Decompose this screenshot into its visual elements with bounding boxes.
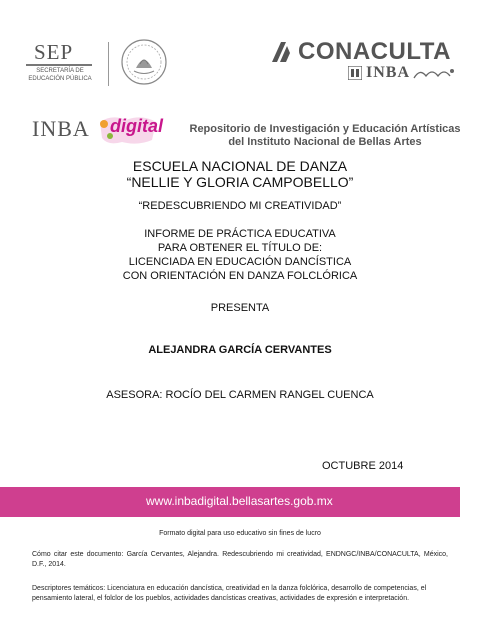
report-line-2: PARA OBTENER EL TÍTULO DE: [157,242,323,254]
sep-logo-rule [26,64,92,66]
author-name: ALEJANDRA GARCÍA CERVANTES [148,344,332,356]
advisor-name: ASESORA: ROCÍO DEL CARMEN RANGEL CUENCA [106,389,374,401]
repository-title [180,123,470,149]
project-title: “REDESCUBRIENDO MI CREATIVIDAD” [138,200,342,212]
document-date: OCTUBRE 2014 [322,460,404,472]
sep-logo-subtitle [18,67,102,83]
report-line-3: LICENCIADA EN EDUCACIÓN DANCÍSTICA [128,256,352,268]
repository-title-line-1: Repositorio de Investigación y Educación Artísticas [189,123,461,135]
repository-url-link[interactable]: www.inbadigital.bellasartes.gob.mx [146,494,333,508]
conaculta-mark-icon [272,42,296,62]
format-note: Formato digital para uso educativo sin fines de lucro [159,530,321,537]
inba-digital-logo-digital: digital [110,116,163,136]
sep-subtitle-line-2: EDUCACIÓN PÚBLICA [28,76,92,82]
inba-digital-logo-inba: INBA [32,116,90,141]
mexico-seal-icon [120,38,168,86]
descriptors-text: Descriptores temáticos: Licenciatura en educación dancística, creatividad en la danza folclórica, desarrollo de competencias, el pensamiento lateral, el folclor de los pueblos, actividades dancísticas creativas, actividades de expresión e interpretación. [32,585,427,602]
sep-logo-title: SEP [34,40,74,64]
school-name-line-2: “NELLIE Y GLORIA CAMPOBELLO” [126,174,354,190]
school-name [0,158,480,190]
logo-divider [108,42,109,86]
report-line-4: CON ORIENTACIÓN EN DANZA FOLCLÓRICA [122,270,358,282]
repository-title-line-2: del Instituto Nacional de Bellas Artes [228,136,422,148]
presenta-label: PRESENTA [210,302,270,314]
conaculta-logo-text: CONACULTA [298,38,451,65]
school-name-line-1: ESCUELA NACIONAL DE DANZA [132,158,348,174]
report-description [0,227,480,283]
citation-text: Cómo citar este documento: García Cervantes, Alejandra. Redescubriendo mi creatividad, ENDNGC/INBA/CONACULTA, México, D.F., 2014. [32,551,448,568]
inba-ornament-icon [412,66,456,80]
inba-mark-icon [348,66,362,80]
inba-logo-text: INBA [366,64,411,81]
sep-subtitle-line-1: SECRETARÍA DE [36,68,84,74]
report-line-1: INFORME DE PRÁCTICA EDUCATIVA [144,228,336,240]
